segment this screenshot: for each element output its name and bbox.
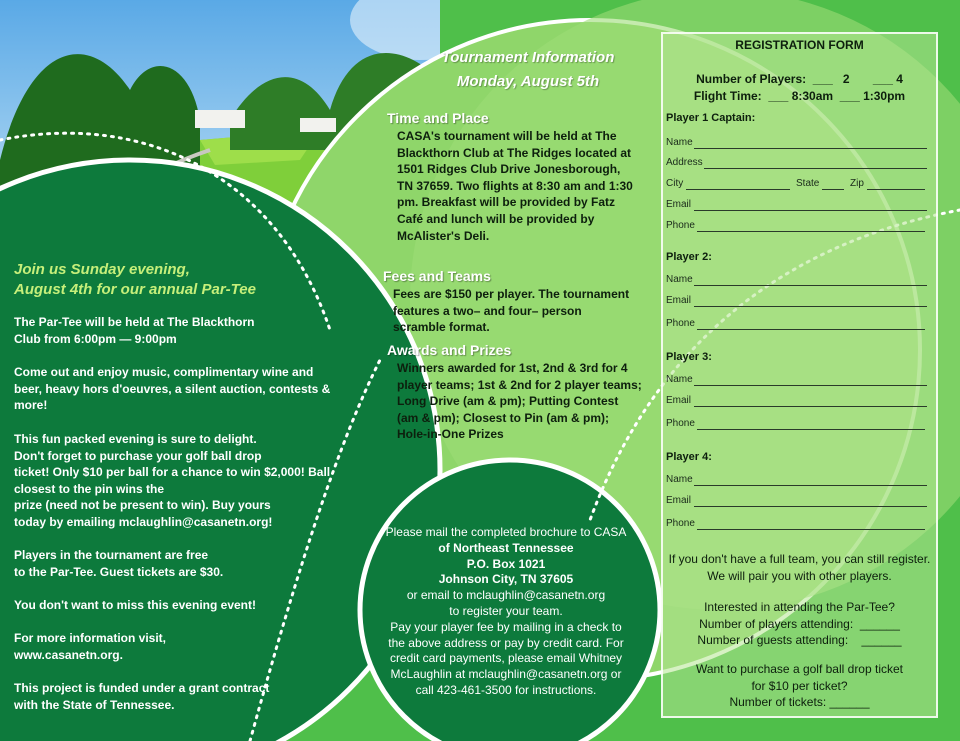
mail-register: to register your team. <box>449 603 563 618</box>
player1-city-label: City <box>666 178 684 189</box>
time-place-heading: Time and Place <box>387 110 489 126</box>
partee-interest: Interested in attending the Par-Tee? Number of players attending: ______ Number of guests attending: ______ <box>697 600 902 647</box>
player1-zip-label: Zip <box>850 178 864 189</box>
flight-time: Flight Time: ___ 8:30am ___ 1:30pm <box>693 89 906 103</box>
player3-name-field[interactable] <box>694 385 927 386</box>
team-note: If you don't have a full team, you can still register. We will pair you with other players. <box>668 552 931 583</box>
mail-city: Johnson City, TN 37605 <box>438 572 574 587</box>
player1-name-field[interactable] <box>694 148 927 149</box>
player3-email-label: Email <box>666 395 692 406</box>
grant-paragraph: This project is funded under a grant contract with the State of Tennessee. <box>14 681 270 712</box>
player2-phone-field[interactable] <box>697 329 925 330</box>
mail-pobox: P.O. Box 1021 <box>466 556 546 571</box>
player1-name-label: Name <box>666 137 693 148</box>
player3-phone-label: Phone <box>666 418 695 429</box>
player1-email-label: Email <box>666 199 692 210</box>
player1-state-label: State <box>796 178 820 189</box>
player4-phone-label: Phone <box>666 518 695 529</box>
player2-email-field[interactable] <box>694 306 927 307</box>
mail-payment: Pay your player fee by mailing in a check to the above address or pay by credit card. For credit card payments, please email Whitney McLaughlin at mclaughlin@casanetn.org or call 423-461-3500 for instructions. <box>388 619 624 697</box>
player4-phone-field[interactable] <box>697 529 925 530</box>
ball-drop-purchase: Want to purchase a golf ball drop ticket for $10 per ticket? Number of tickets: ______ <box>696 662 903 709</box>
player4-heading: Player 4: <box>666 451 712 463</box>
player3-name-label: Name <box>666 374 693 385</box>
partee-location: The Par-Tee will be held at The Blackthorn Club from 6:00pm — 9:00pm <box>14 315 255 346</box>
player1-address-field[interactable] <box>704 168 927 169</box>
player2-phone-label: Phone <box>666 318 695 329</box>
mail-email: or email to mclaughlin@casanetn.org <box>406 588 606 603</box>
player1-heading: Player 1 Captain: <box>666 112 756 124</box>
tournament-title <box>418 46 638 94</box>
mail-line-1: Please mail the completed brochure to CASA <box>385 525 627 539</box>
player4-email-label: Email <box>666 495 692 506</box>
tournament-title-line1: Tournament Information <box>441 49 615 66</box>
ball-drop-paragraph: This fun packed evening is sure to delight. Don't forget to purchase your golf ball drop ticket! Only $10 per ball for a chance to win $2,000! Ball closest to the pin wins the prize (need not be present to win). Buy yours today by emailing mclaughlin@casanetn.org! <box>14 432 331 529</box>
fees-heading: Fees and Teams <box>383 268 491 284</box>
player2-heading: Player 2: <box>666 251 712 263</box>
awards-heading: Awards and Prizes <box>387 342 512 358</box>
player3-phone-field[interactable] <box>697 429 925 430</box>
player1-phone-label: Phone <box>666 220 695 231</box>
more-info-paragraph: For more information visit, www.casanetn.org. <box>14 631 167 662</box>
player1-state-field[interactable] <box>822 189 844 190</box>
player1-address-label: Address <box>666 157 703 168</box>
partee-description: Come out and enjoy music, complimentary wine and beer, heavy hors d'oeuvres, a silent auction, contests & more! <box>14 365 331 413</box>
player2-name-field[interactable] <box>694 285 927 286</box>
fees-body: Fees are $150 per player. The tournament features a two– and four– person scramble format. <box>393 287 630 335</box>
player4-name-label: Name <box>666 474 693 485</box>
number-of-players: Number of Players: ___ 2 ___ 4 <box>696 72 903 86</box>
awards-body: Winners awarded for 1st, 2nd & 3rd for 4 player teams; 1st & 2nd for 2 player teams; Long Drive (am & pm); Putting Contest (am & pm); Closest to Pin (am & pm); Hole-in-One Prizes <box>397 361 642 442</box>
tournament-date: Monday, August 5th <box>456 73 600 90</box>
player2-email-label: Email <box>666 295 692 306</box>
player1-phone-field[interactable] <box>697 231 925 232</box>
partee-heading: Join us Sunday evening, August 4th for our annual Par-Tee <box>14 261 256 298</box>
guest-tickets-paragraph: Players in the tournament are free to the Par-Tee. Guest tickets are $30. <box>14 548 224 579</box>
player2-name-label: Name <box>666 274 693 285</box>
mail-line-2: of Northeast Tennessee <box>438 540 574 555</box>
player1-zip-field[interactable] <box>867 189 925 190</box>
player3-email-field[interactable] <box>694 406 927 407</box>
form-title: REGISTRATION FORM <box>735 38 864 52</box>
player1-city-field[interactable] <box>686 189 790 190</box>
player1-email-field[interactable] <box>694 210 927 211</box>
dont-miss-paragraph: You don't want to miss this evening event! <box>14 598 256 612</box>
player4-email-field[interactable] <box>694 506 927 507</box>
mail-instructions <box>378 525 634 699</box>
time-place-body: CASA's tournament will be held at The Blackthorn Club at The Ridges located at 1501 Ridges Club Drive Jonesborough, TN 37659. Two flights at 8:30 am and 1:30 pm. Breakfast will be provided by Fatz Café and lunch will be provided by McAlister's Deli. <box>397 129 633 243</box>
player4-name-field[interactable] <box>694 485 927 486</box>
player3-heading: Player 3: <box>666 351 712 363</box>
